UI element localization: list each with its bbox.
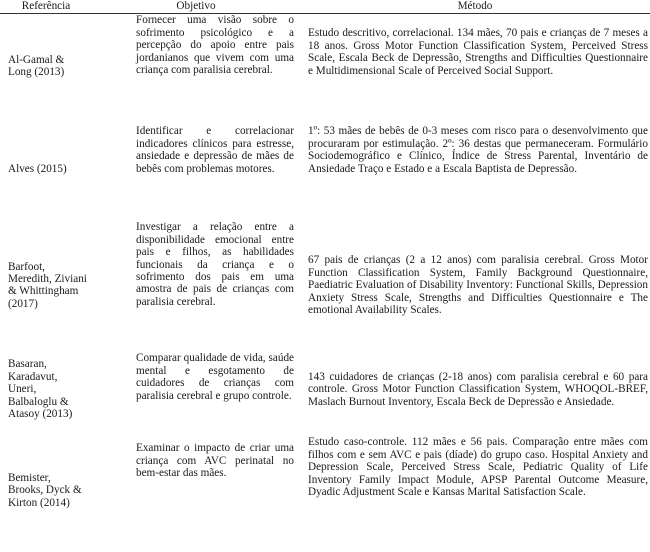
cell-metodo: Estudo descritivo, correlacional. 134 mães, 70 pais e crianças de 7 meses a 18 anos. Gross Motor Function Classification System, Perceived Stress Scale, Escala Beck de Depressão, Strengths and Difficulties Questionnaire e Multidimensional Scale of Perceived Social Support. [308,27,648,77]
cell-metodo: 143 cuidadores de crianças (2-18 anos) com paralisia cerebral e 60 para controle. Gross Motor Function Classification System, WHOQOL-BREF, Maslach Burnout Inventory, Escala Beck de Depressão e Ansiedade. [308,370,648,408]
cell-objetivo: Investigar a relação entre a disponibilidade emocional entre pais e filhos, as habilidades funcionais da criança e o sofrimento dos pais em uma amostra de pais de crianças com paralisia cerebral. [136,221,294,308]
cell-referencia: Bemister, Brooks, Dyck & Kirton (2014) [8,471,82,509]
cell-metodo: Estudo caso-controle. 112 mães e 56 pais. Comparação entre mães com filhos com e sem AVC e pais (díade) do grupo caso. Hospital Anxiety and Depression Scale, Perceived Stress Scale, Pediatric Quality of Life Inventory Family Impact Module, APSP Parental Outcome Measure, Dyadic Adjustment Scale e Kansas Marital Satisfaction Scale. [308,436,648,499]
table-row [0,220,650,350]
table-row [0,14,650,118]
table-row [0,350,650,428]
table-row [0,428,650,552]
cell-referencia: Basaran, Karadavut, Uneri, Balbaloglu & Atasoy (2013) [8,358,73,421]
cell-metodo: 67 pais de crianças (2 a 12 anos) com paralisia cerebral. Gross Motor Function Classification System, Family Background Questionnaire, Paediatric Evaluation of Disability Inventory: Functional Skills, Depression Anxiety Stress Scale, Strengths and Difficulties Questionnaire e The emotional Availability Scales. [308,254,648,317]
cell-objetivo: Examinar o impacto de criar uma criança com AVC perinatal no bem-estar das mães. [136,442,294,480]
cell-objetivo: Fornecer uma visão sobre o sofrimento psicológico e a percepção do apoio entre pais jordanianos que vivem com uma criança com paralisia cerebral. [136,14,294,77]
cell-referencia: Barfoot, Meredith, Ziviani & Whittingham (2017) [8,260,87,310]
cell-objetivo: Comparar qualidade de vida, saúde mental e esgotamento de cuidadores de crianças com paralisia cerebral e grupo controle. [136,352,294,402]
table-row [0,117,650,220]
cell-objetivo: Identificar e correlacionar indicadores clínicos para estresse, ansiedade e depressão de mães de bebês com problemas motores. [136,125,294,175]
header-referencia: Referência [0,0,92,14]
cell-referencia: Alves (2015) [8,162,67,175]
header-metodo: Método [300,0,650,14]
cell-referencia: Al-Gamal & Long (2013) [8,53,65,78]
header-row [0,0,650,14]
header-objetivo: Objetivo [92,0,300,14]
cell-metodo: 1º: 53 mães de bebês de 0-3 meses com risco para o desenvolvimento que procuraram por estimulação. 2º: 36 destas que permaneceram. Formulário Sociodemográfico e Clínico, Índice de Stress Parental, Inventário de Ansiedade Traço e Estado e a Escala Baptista de Depressão. [308,125,648,175]
